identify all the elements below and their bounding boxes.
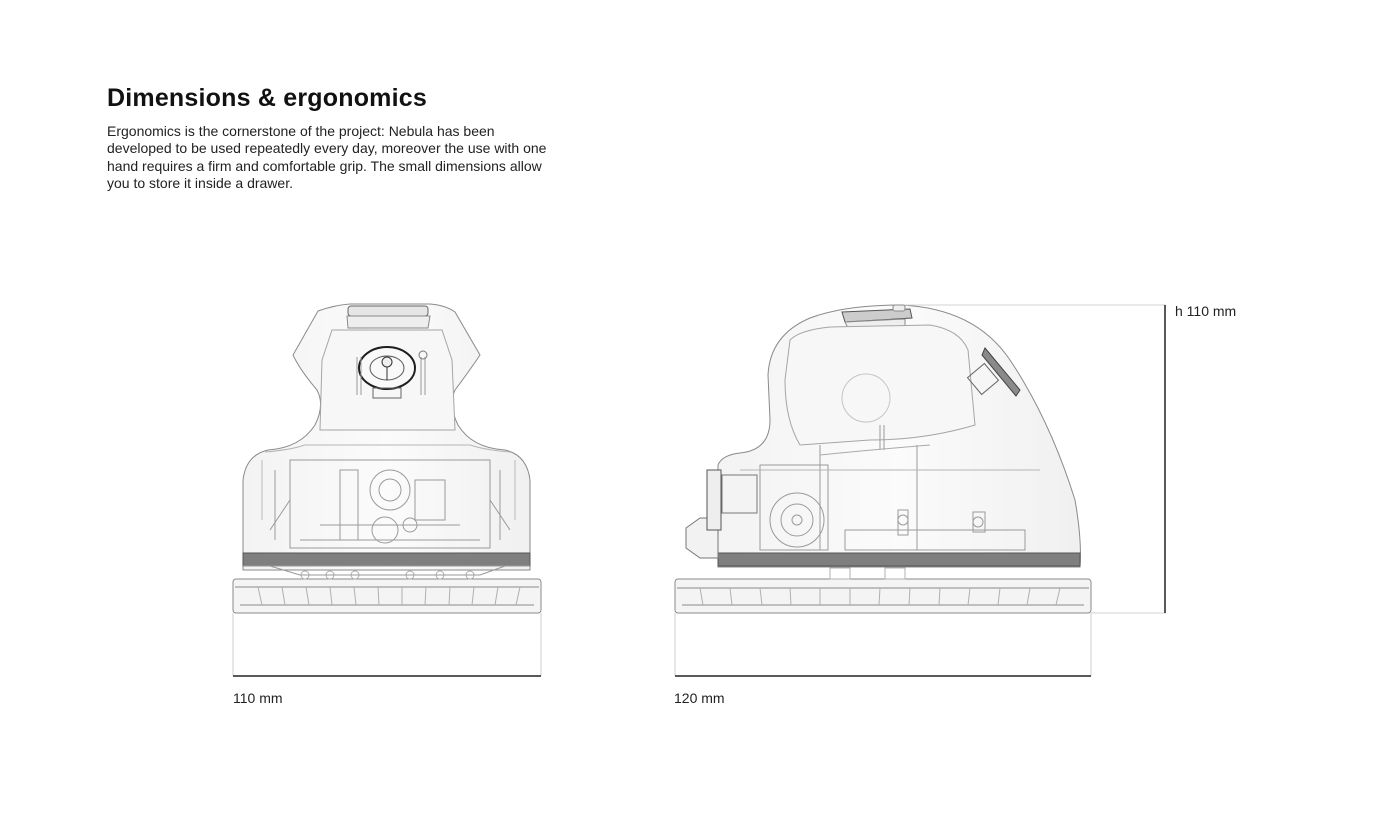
side-length-label: 120 mm (674, 690, 725, 706)
side-dark-band (718, 553, 1080, 566)
front-dark-band (243, 553, 530, 566)
page-description: Ergonomics is the cornerstone of the project: Nebula has been developed to be used repeatedly every day, moreover the use with one hand requires a firm and comfortable grip. The small dimensions allow you to store it inside a drawer. (107, 123, 547, 191)
front-width-dimension (233, 613, 541, 676)
side-length-dimension (675, 613, 1091, 676)
front-base-plate (233, 571, 541, 613)
side-view-device (675, 305, 1091, 613)
front-width-label: 110 mm (233, 690, 283, 706)
side-base-plate (675, 568, 1091, 613)
height-label: h 110 mm (1175, 303, 1237, 319)
page-title: Dimensions & ergonomics (107, 84, 427, 112)
front-view-device (233, 304, 541, 613)
